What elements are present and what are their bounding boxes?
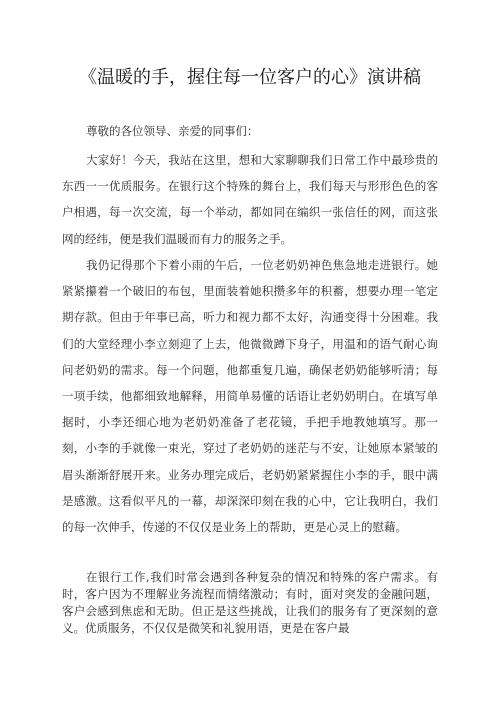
paragraph-3: 在银行工作,我们时常会遇到各种复杂的情况和特殊的客户需求。有时，客户因为不理解业务流程而情绪激动；有时，面对突发的金融问题，客户会感到焦虑和无助。但正是这些挑战，让我们的服务有了更深刻的意义。优质服务，不仅仅是微笑和礼貌用语，更是在客户最 bbox=[62, 570, 438, 635]
paragraph-2: 我仍记得那个下着小雨的午后，一位老奶奶神色焦急地走进银行。她紧紧攥着一个破旧的布包，里面装着她积攒多年的积蓄，想要办理一笔定期存款。但由于年事已高，听力和视力都不太好，沟通变得十分困难。我们的大堂经理小李立刻迎了上去，他微微蹲下身子，用温和的语气耐心询问老奶奶的需求。每一个问题，他都重复几遍，确保老奶奶能够听清；每一项手续，他都细致地解释，用简单易懂的话语让老奶奶明白。在填写单据时，小李还细心地为老奶奶准备了老花镜，手把手地教她填写。那一刻，小李的手就像一束光，穿过了老奶奶的迷茫与不安，让她原本紧皱的眉头渐渐舒展开来。业务办理完成后，老奶奶紧紧握住小李的手，眼中满是感激。这看似平凡的一幕，却深深印刻在我的心中，它让我明白，我们的每一次伸手，传递的不仅仅是业务上的帮助，更是心灵上的慰藉。 bbox=[62, 258, 438, 535]
salutation: 尊敬的各位领导、亲爱的同事们： bbox=[86, 124, 259, 138]
paragraph-1: 大家好！今天，我站在这里，想和大家聊聊我们日常工作中最珍贵的东西一一优质服务。在银行这个特殊的舞台上，我们每天与形形色色的客户相遇，每一次交流，每一个举动，都如同在编织一张信任的网，而这张网的经纬，便是我们温暖而有力的服务之手。 bbox=[62, 153, 438, 246]
document-title: 《温暖的手，握住每一位客户的心》演讲稿 bbox=[79, 67, 421, 88]
